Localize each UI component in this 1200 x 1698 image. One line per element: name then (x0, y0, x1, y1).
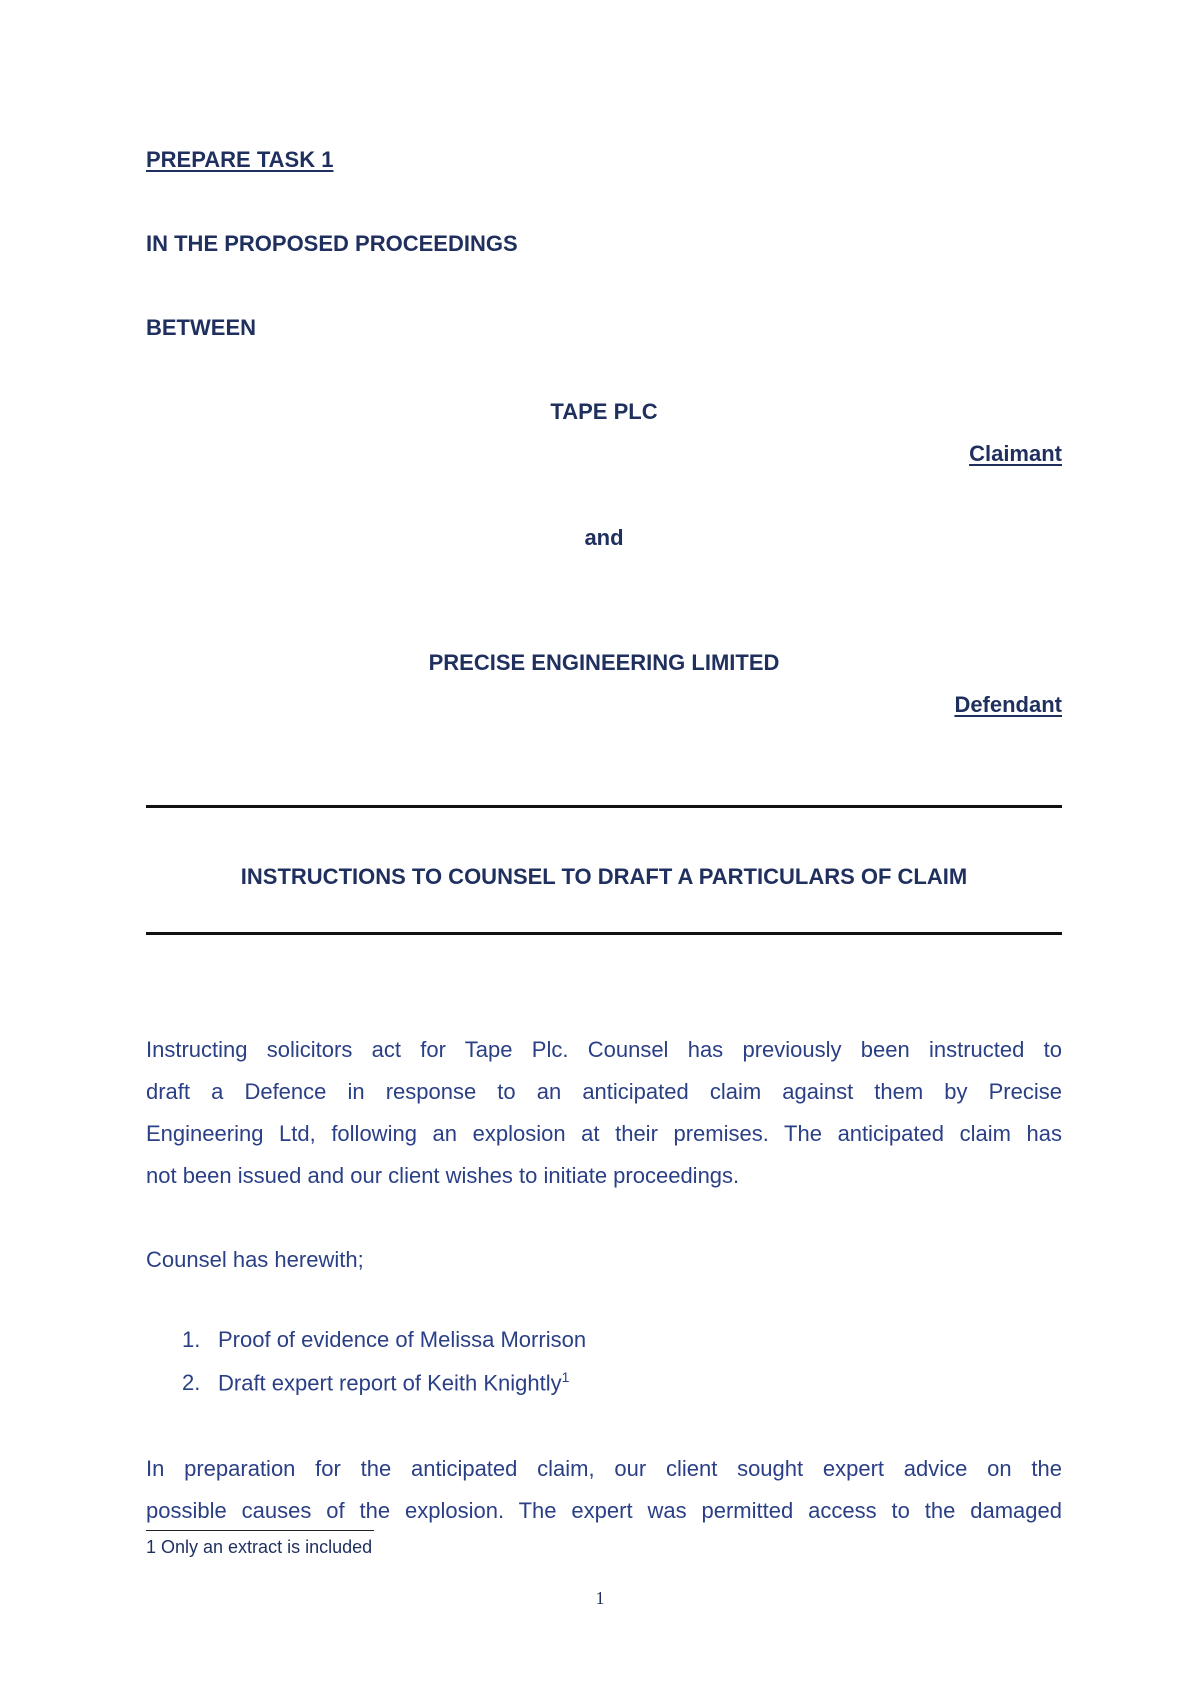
page-number: 1 (595, 1588, 605, 1608)
intro-line: Instructing solicitors act for Tape Plc. Counsel has previously been instructed to (146, 1037, 1062, 1062)
title-bottom-rule (146, 932, 1062, 935)
enclosure-item (182, 1327, 586, 1353)
proceedings-heading: IN THE PROPOSED PROCEEDINGS (146, 231, 518, 256)
intro-line: not been issued and our client wishes to initiate proceedings. (146, 1163, 740, 1188)
document-title: INSTRUCTIONS TO COUNSEL TO DRAFT A PARTICULARS OF CLAIM (240, 864, 968, 889)
task-title: PREPARE TASK 1 (146, 147, 334, 172)
and-label: and (584, 525, 624, 550)
footnote-separator (146, 1530, 374, 1531)
enclosure-number: 1. (182, 1327, 201, 1352)
claimant-name: TAPE PLC (550, 399, 658, 424)
preparation-paragraph (146, 1448, 1062, 1532)
herewith-text: Counsel has herewith; (146, 1247, 364, 1272)
enclosure-number: 2. (182, 1370, 201, 1396)
intro-line: Engineering Ltd, following an explosion at their premises. The anticipated claim has (146, 1121, 1062, 1146)
enclosure-item (182, 1369, 569, 1396)
enclosure-text: Proof of evidence of Melissa Morrison (218, 1327, 587, 1352)
title-top-rule (146, 805, 1062, 808)
footnote-reference[interactable]: 1 (561, 1369, 570, 1385)
defendant-role: Defendant (954, 692, 1062, 717)
preparation-line: In preparation for the anticipated claim, our client sought expert advice on the (146, 1456, 1062, 1481)
footnote-text: 1 Only an extract is included (146, 1537, 373, 1557)
claimant-role: Claimant (969, 441, 1062, 466)
intro-line: draft a Defence in response to an anticipated claim against them by Precise (146, 1079, 1062, 1104)
enclosure-text: Draft expert report of Keith Knightly (218, 1370, 562, 1396)
between-label: BETWEEN (146, 315, 256, 340)
intro-paragraph (146, 1029, 1062, 1197)
defendant-name: PRECISE ENGINEERING LIMITED (428, 650, 780, 675)
preparation-line: possible causes of the explosion. The expert was permitted access to the damaged (146, 1498, 1062, 1523)
